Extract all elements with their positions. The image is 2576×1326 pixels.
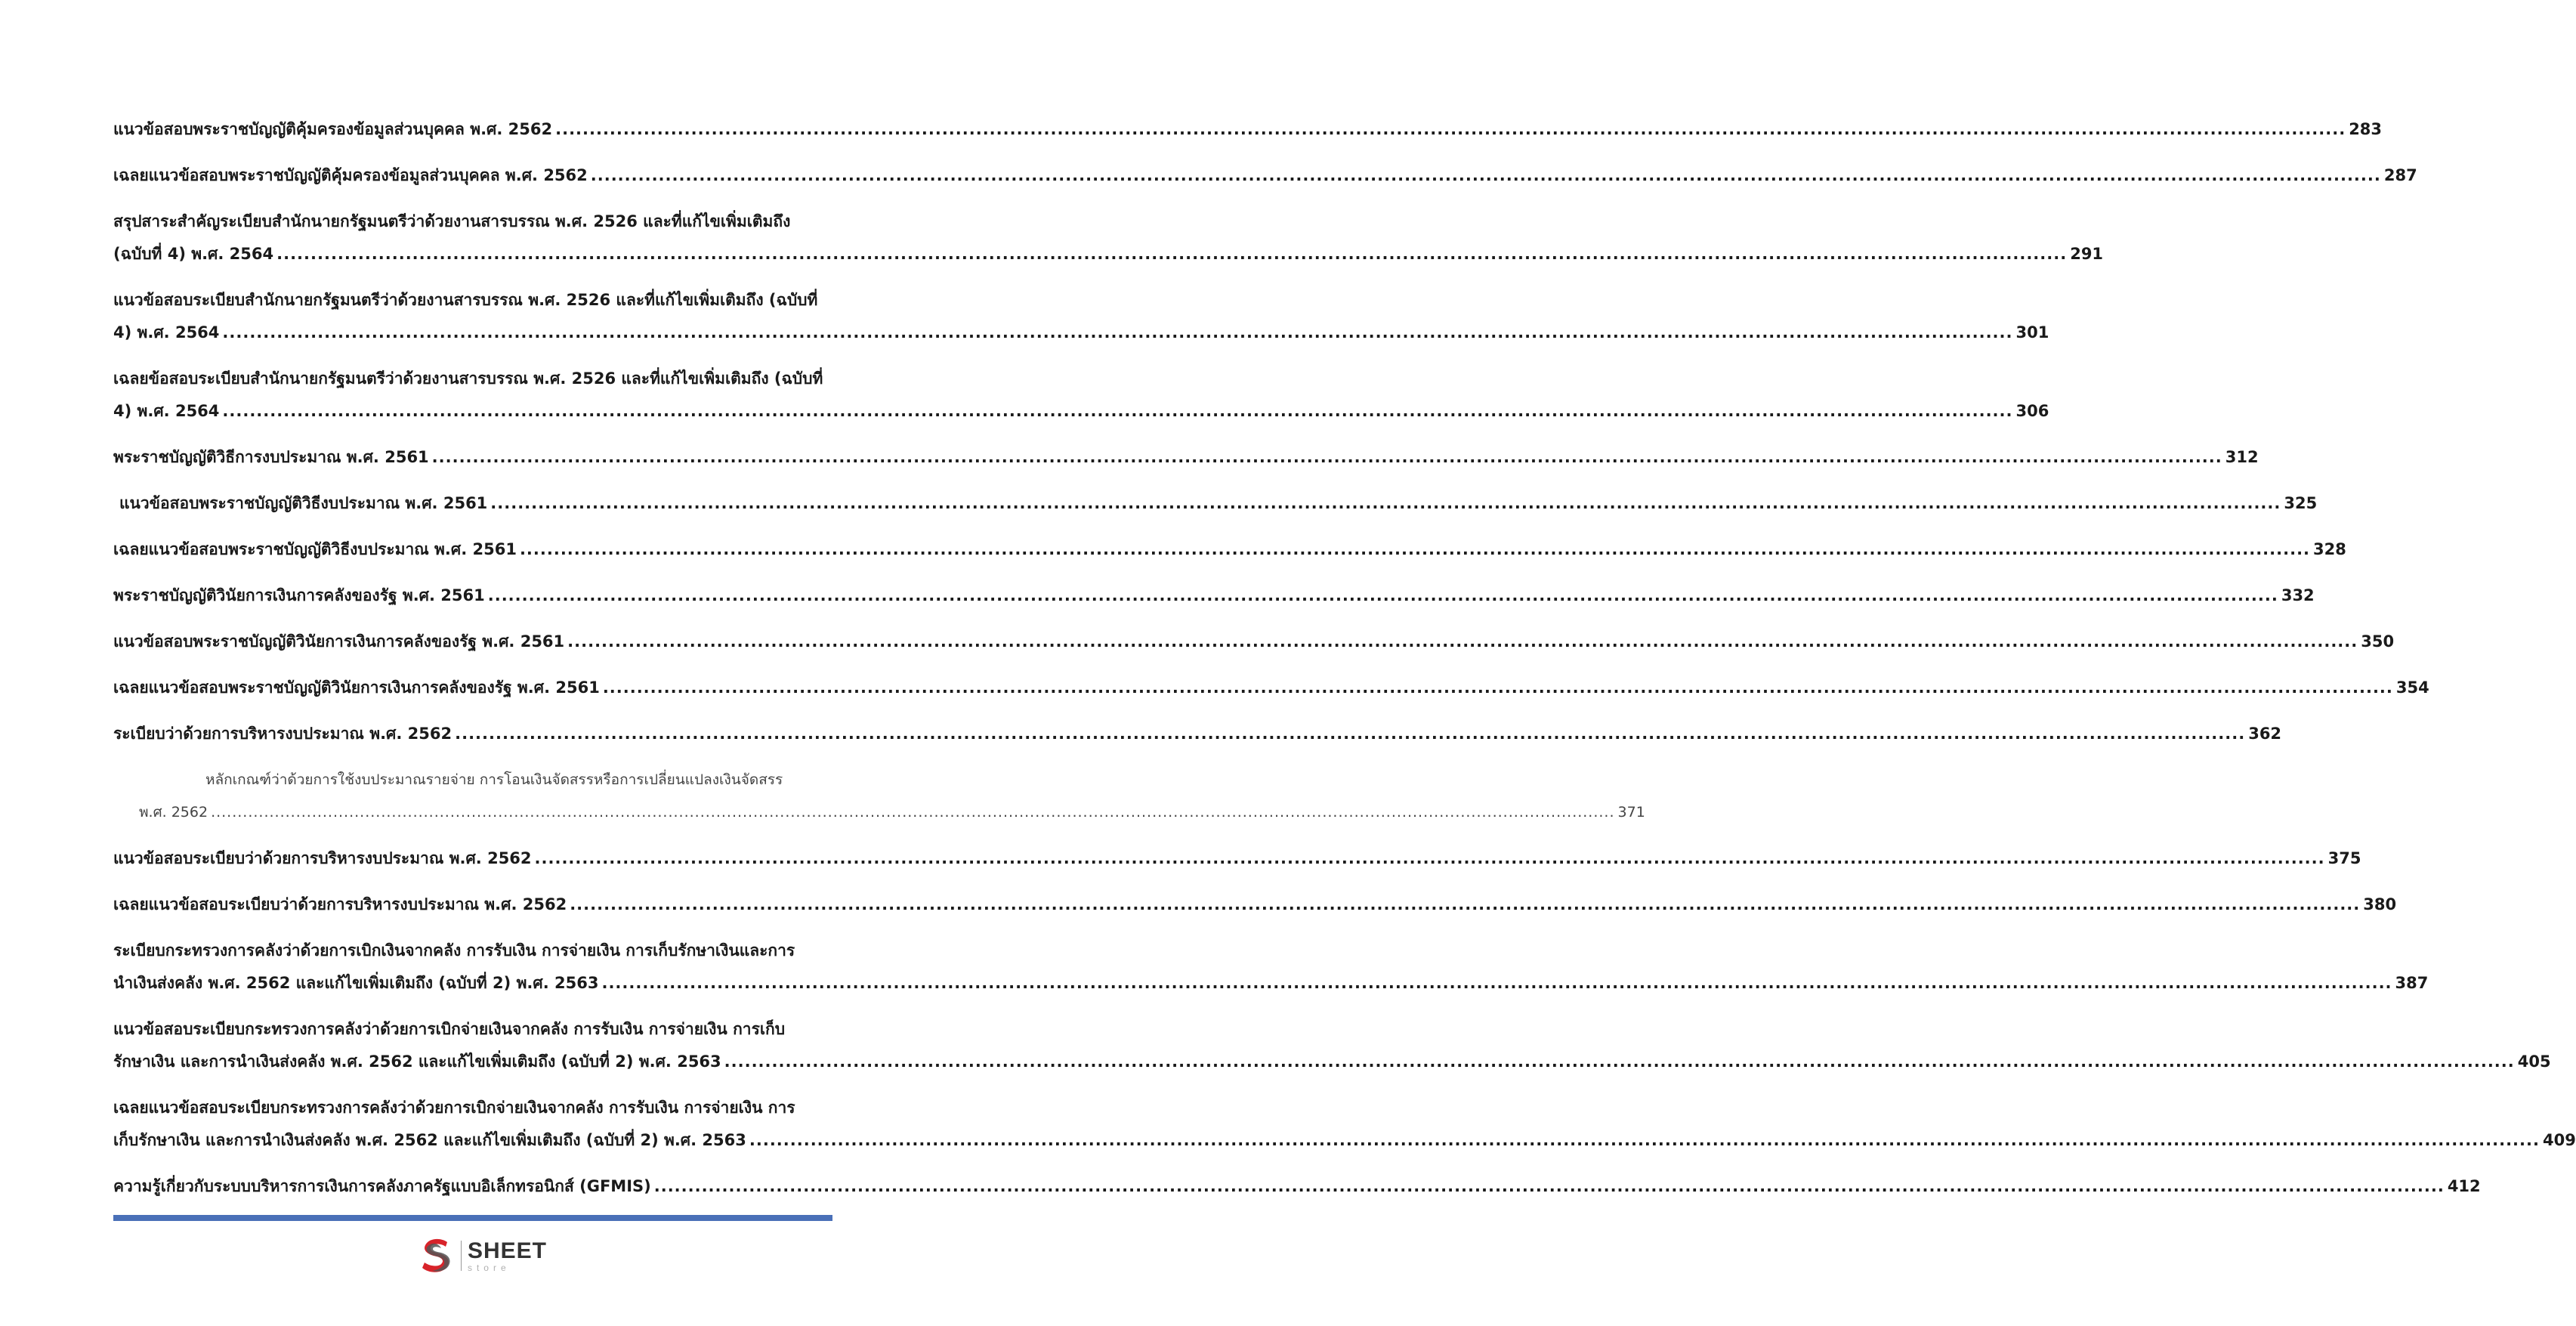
toc-entry-title: แนวข้อสอบพระราชบัญญัติคุ้มครองข้อมูลส่วนบุคคล พ.ศ. 2562 [113,120,553,138]
logo-text [468,1240,547,1272]
logo-subtext: store [467,1262,511,1273]
toc-entry[interactable] [113,206,2104,270]
toc-entry[interactable] [113,672,2429,704]
toc-leader-dots [555,113,2346,146]
toc-entry-title-line2: นำเงินส่งคลัง พ.ศ. 2562 และแก้ไขเพิ่มเติมถึง (ฉบับที่ 2) พ.ศ. 2563 [113,974,599,992]
logo-divider [461,1241,462,1271]
footer-rule [113,1215,832,1221]
toc-entry[interactable] [113,363,2049,428]
toc-leader-dots [520,533,2310,566]
toc-entry-title: เฉลยแนวข้อสอบระเบียบว่าด้วยการบริหารงบประมาณ พ.ศ. 2562 [113,895,567,913]
toc-leader-dots [591,159,2381,192]
toc-page-number: 312 [2225,448,2259,466]
toc-leader-dots [488,580,2278,612]
toc-entry[interactable] [113,533,2346,566]
toc-page-number: 301 [2015,323,2049,342]
toc-entry-title-line1: เฉลยแนวข้อสอบระเบียบกระทรวงการคลังว่าด้วยการเบิกจ่ายเงินจากคลัง การรับเงิน การจ่ายเงิน การ [113,1099,795,1117]
toc-leader-dots [724,1046,2515,1078]
toc-entry-title-line1: ระเบียบกระทรวงการคลังว่าด้วยการเบิกเงินจากคลัง การรับเงิน การจ่ายเงิน การเก็บรักษาเงินและการ [113,941,795,960]
table-of-contents [113,113,2576,1216]
toc-page-number: 409 [2542,1131,2576,1149]
toc-leader-dots [601,967,2392,1000]
toc-entry-title: แนวข้อสอบพระราชบัญญัติวิธีงบประมาณ พ.ศ. 2561 [119,494,488,512]
toc-page-number: 405 [2517,1052,2551,1071]
toc-leader-dots [567,626,2358,658]
toc-entry-title: ระเบียบว่าด้วยการบริหารงบประมาณ พ.ศ. 2562 [113,725,452,743]
toc-leader-dots [490,487,2281,520]
toc-leader-dots [570,889,2360,921]
toc-entry-title-line2: เก็บรักษาเงิน และการนำเงินส่งคลัง พ.ศ. 2562 และแก้ไขเพิ่มเติมถึง (ฉบับที่ 2) พ.ศ. 2563 [113,1131,746,1149]
toc-entry-title-line2: รักษาเงิน และการนำเงินส่งคลัง พ.ศ. 2562 และแก้ไขเพิ่มเติมถึง (ฉบับที่ 2) พ.ศ. 2563 [113,1052,721,1071]
toc-page-number: 371 [1617,804,1645,821]
toc-leader-dots [432,441,2222,474]
toc-entry-title: พระราชบัญญัติวิธีการงบประมาณ พ.ศ. 2561 [113,448,429,466]
toc-page-number: 332 [2281,586,2315,604]
toc-entry[interactable] [113,935,2429,1000]
toc-entry[interactable] [113,1092,2576,1157]
sheet-store-logo [419,1233,547,1278]
toc-entry-title: ความรู้เกี่ยวกับระบบบริหารการเงินการคลังภาครัฐแบบอิเล็กทรอนิกส์ (GFMIS) [113,1177,651,1195]
toc-entry[interactable] [113,718,2282,750]
toc-page-number: 362 [2248,725,2282,743]
toc-entry-title-line2: พ.ศ. 2562 [139,804,208,821]
toc-page-number: 380 [2363,895,2397,913]
toc-entry[interactable] [113,284,2049,349]
toc-leader-dots [603,672,2393,704]
toc-page-number: 325 [2284,494,2318,512]
toc-leader-dots [654,1170,2445,1203]
toc-page-number: 306 [2015,402,2049,420]
sheet-store-logo-icon [419,1236,455,1275]
toc-page-number: 350 [2361,632,2395,651]
toc-page-number: 328 [2313,540,2346,558]
toc-entry-title-line1: เฉลยข้อสอบระเบียบสำนักนายกรัฐมนตรีว่าด้วยงานสารบรรณ พ.ศ. 2526 และที่แก้ไขเพิ่มเติมถึง (ฉบับที่ [113,369,823,388]
toc-entry[interactable] [113,842,2361,875]
toc-entry[interactable] [113,626,2395,658]
toc-leader-dots [276,238,2067,270]
toc-entry-title-line2: 4) พ.ศ. 2564 [113,323,220,342]
toc-page-number: 291 [2070,245,2104,263]
toc-leader-dots [535,842,2325,875]
toc-leader-dots [222,395,2012,428]
toc-page-number: 287 [2383,166,2417,184]
toc-leader-dots [749,1124,2540,1157]
toc-entry-title: พระราชบัญญัติวินัยการเงินการคลังของรัฐ พ.ศ. 2561 [113,586,485,604]
toc-subentry[interactable] [113,764,1645,829]
toc-entry-title-line2: 4) พ.ศ. 2564 [113,402,220,420]
toc-entry[interactable] [113,889,2397,921]
toc-entry[interactable] [113,441,2259,474]
toc-entry-title: แนวข้อสอบระเบียบว่าด้วยการบริหารงบประมาณ พ.ศ. 2562 [113,849,532,867]
toc-entry-title-line1: แนวข้อสอบระเบียบกระทรวงการคลังว่าด้วยการเบิกจ่ายเงินจากคลัง การรับเงิน การจ่ายเงิน การเก็บ [113,1020,786,1038]
toc-entry[interactable] [113,113,2383,146]
toc-entry[interactable] [113,580,2315,612]
toc-page-number: 387 [2395,974,2429,992]
toc-leader-dots [455,718,2245,750]
toc-entry-title: เฉลยแนวข้อสอบพระราชบัญญัติคุ้มครองข้อมูลส่วนบุคคล พ.ศ. 2562 [113,166,588,184]
toc-leader-dots [222,317,2012,349]
toc-page-number: 354 [2395,678,2429,697]
toc-entry-title-line2: (ฉบับที่ 4) พ.ศ. 2564 [113,245,274,263]
toc-entry[interactable] [113,159,2417,192]
toc-page-number: 283 [2349,120,2383,138]
toc-entry-title-line1: แนวข้อสอบระเบียบสำนักนายกรัฐมนตรีว่าด้วยงานสารบรรณ พ.ศ. 2526 และที่แก้ไขเพิ่มเติมถึง (ฉบับที่ [113,291,818,309]
toc-entry[interactable] [113,487,2318,520]
toc-leader-dots [211,796,1614,829]
toc-entry-title: เฉลยแนวข้อสอบพระราชบัญญัติวินัยการเงินการคลังของรัฐ พ.ศ. 2561 [113,678,600,697]
toc-page-number: 375 [2327,849,2361,867]
toc-entry[interactable] [113,1170,2481,1203]
toc-entry-title: เฉลยแนวข้อสอบพระราชบัญญัติวิธีงบประมาณ พ.ศ. 2561 [113,540,517,558]
toc-page-number: 412 [2447,1177,2481,1195]
logo-wordmark: SHEET [467,1238,547,1263]
toc-entry-title: แนวข้อสอบพระราชบัญญัติวินัยการเงินการคลังของรัฐ พ.ศ. 2561 [113,632,565,651]
toc-entry-title-line1: หลักเกณฑ์ว่าด้วยการใช้งบประมาณรายจ่าย การโอนเงินจัดสรรหรือการเปลี่ยนแปลงเงินจัดสรร [205,771,783,788]
toc-entry-title-line1: สรุปสาระสำคัญระเบียบสำนักนายกรัฐมนตรีว่าด้วยงานสารบรรณ พ.ศ. 2526 และที่แก้ไขเพิ่มเติมถึง [113,212,791,230]
toc-entry[interactable] [113,1013,2551,1078]
